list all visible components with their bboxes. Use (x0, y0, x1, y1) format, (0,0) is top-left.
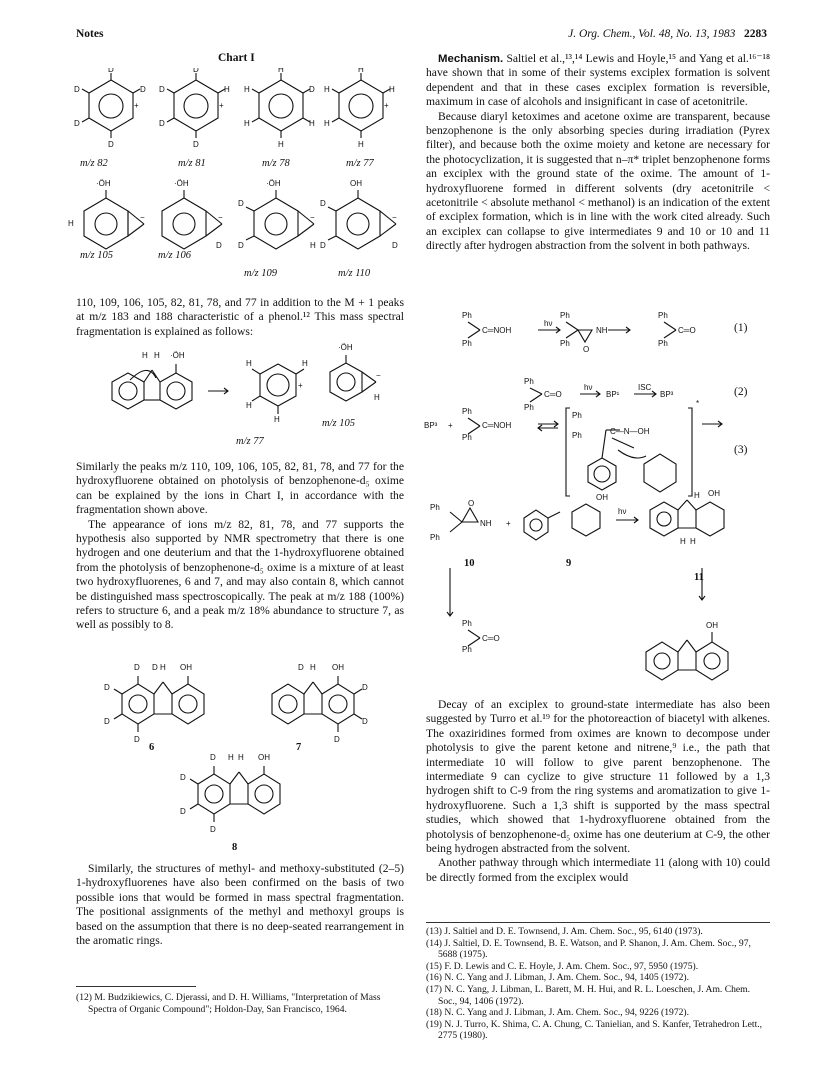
svg-text:H: H (246, 359, 252, 368)
svg-text:−: − (376, 371, 381, 380)
chart-title: Chart I (218, 52, 255, 64)
svg-text:D: D (104, 717, 110, 726)
svg-text:D: D (362, 683, 368, 692)
svg-text:D: D (320, 241, 326, 250)
right-paragraph-3: Decay of an exciplex to ground-state intermediate has also been suggested by Turro et al.¹⁹ for the photoreaction of biacetyl with alkenes. The oxaziridines formed from oximes are known to decompose under photolysis to give the parent ketone and nitrene,⁹ i.e., the path that intermediate 10 will follow to give parent benzophenone. The intermediate 9 can cyclize to give structure 11 followed by a 1,3 hydrogen shift to C-9 from the ring systems and aromatization to give 1-hydroxyfluorene. Such a 1,3 shift is supported by the mass spectral studies, which showed that 1-hydroxyfluorene obtained from the photolysis of benzophenone-d₅ oxime has one deuterium at C-9, the other being hydrogen abstracted from the solvent. (426, 698, 770, 856)
svg-text:OH: OH (708, 489, 720, 498)
svg-text:Ph: Ph (524, 377, 534, 386)
svg-text:Ph: Ph (430, 503, 440, 512)
svg-text:O: O (468, 499, 475, 508)
chart-label-mz78: m/z 78 (262, 158, 290, 169)
scheme-label-10: 10 (464, 558, 475, 569)
svg-text:H: H (389, 85, 395, 94)
svg-text:hν: hν (584, 383, 593, 392)
svg-text:H: H (224, 85, 230, 94)
svg-text:·ÖH: ·ÖH (170, 351, 185, 360)
svg-text:−: − (392, 213, 397, 222)
svg-text:C═O: C═O (678, 326, 696, 335)
svg-text:H: H (160, 663, 166, 672)
svg-text:D: D (159, 119, 165, 128)
equation-number-3: (3) (734, 444, 748, 456)
svg-text:H: H (244, 85, 250, 94)
svg-text:D: D (74, 85, 80, 94)
footnote-14: (14) J. Saltiel, D. E. Townsend, B. E. Watson, and P. Shanon, J. Am. Chem. Soc., 97, 5688 (1975). (426, 937, 751, 961)
svg-text:D: D (238, 241, 244, 250)
svg-text:Ph: Ph (462, 339, 472, 348)
chart-label-mz109: m/z 109 (244, 268, 277, 279)
svg-text:H: H (690, 537, 696, 546)
svg-text:hν: hν (544, 319, 553, 328)
svg-text:H: H (324, 119, 330, 128)
left-paragraph-2: Similarly the peaks m/z 110, 109, 106, 105, 82, 81, 78, and 77 for the hydroxyfluorene obtained on photolysis of benzophenone-d₅ oxime can be explained by the ions in Chart I, in accordance with the fragmentation shown above. (76, 460, 404, 517)
mechanism-heading: Mechanism. (438, 53, 504, 65)
equation-number-1: (1) (734, 322, 748, 334)
svg-text:Ph: Ph (462, 311, 472, 320)
left-paragraph-1: 110, 109, 106, 105, 82, 81, 78, and 77 in addition to the M + 1 peaks at m/z 183 and 188 characteristic of a phenol.¹² This mass spectral fragmentation is explained as follows: (76, 296, 404, 338)
svg-text:BP³: BP³ (660, 390, 674, 399)
svg-text:D: D (180, 773, 186, 782)
structure-label-7: 7 (296, 742, 302, 753)
footnotes-left (76, 992, 404, 1015)
footnote-19: (19) N. J. Turro, K. Shima, C. A. Chung, C. Tanielian, and S. Kanfer, Tetrahedron Lett., 2775 (1980). (426, 1018, 763, 1042)
svg-text:+: + (506, 519, 511, 528)
svg-text:H: H (680, 537, 686, 546)
svg-text:D: D (320, 199, 326, 208)
svg-text:H: H (278, 140, 284, 149)
svg-text:·ÖH: ·ÖH (174, 179, 189, 188)
svg-text:·ÖH: ·ÖH (266, 179, 281, 188)
svg-text:·ÖH: ·ÖH (96, 179, 111, 188)
svg-text:H: H (278, 68, 284, 74)
svg-text:Ph: Ph (430, 533, 440, 542)
svg-text:Ph: Ph (560, 311, 570, 320)
svg-text:*: * (696, 399, 700, 408)
structure-label-6: 6 (149, 742, 155, 753)
svg-text:D: D (238, 199, 244, 208)
svg-text:H: H (309, 119, 315, 128)
svg-text:NH: NH (480, 519, 492, 528)
svg-text:H: H (374, 393, 380, 402)
svg-text:H: H (154, 351, 160, 360)
svg-text:Ph: Ph (462, 619, 472, 628)
section-header: Notes (76, 28, 104, 40)
svg-text:H: H (694, 491, 700, 500)
svg-text:D: D (134, 663, 140, 672)
svg-text:−: − (218, 213, 223, 222)
svg-text:H: H (142, 351, 148, 360)
chart-label-mz77: m/z 77 (346, 158, 374, 169)
svg-text:D: D (108, 140, 114, 149)
journal-header (568, 28, 767, 40)
equation-number-2: (2) (734, 386, 748, 398)
svg-text:H: H (310, 663, 316, 672)
svg-text:OH: OH (596, 493, 608, 502)
right-paragraphs-top (426, 52, 770, 254)
svg-text:D: D (180, 807, 186, 816)
scheme-label-9: 9 (566, 558, 572, 569)
footnote-13: (13) J. Saltiel and D. E. Townsend, J. Am. Chem. Soc., 95, 6140 (1973). (426, 926, 703, 937)
svg-text:Ph: Ph (572, 431, 582, 440)
footnote-rule-right (426, 922, 770, 923)
svg-text:D: D (210, 753, 216, 762)
svg-text:+: + (219, 101, 224, 110)
svg-text:H: H (302, 359, 308, 368)
page-number: 2283 (744, 28, 767, 40)
svg-text:Ph: Ph (462, 407, 472, 416)
svg-text:D: D (134, 735, 140, 744)
frag-label-mz77: m/z 77 (236, 436, 264, 447)
footnotes-right (426, 926, 770, 1042)
chart-label-mz82: m/z 82 (80, 158, 108, 169)
chart-label-mz106: m/z 106 (158, 250, 191, 261)
chart-structures (66, 68, 406, 290)
svg-text:D: D (362, 717, 368, 726)
svg-text:Ph: Ph (658, 339, 668, 348)
frag-label-mz105: m/z 105 (322, 418, 355, 429)
svg-text:H: H (324, 85, 330, 94)
svg-text:D: D (309, 85, 315, 94)
svg-text:C═O: C═O (544, 390, 562, 399)
mechanism-scheme (420, 300, 750, 692)
svg-text:ISC: ISC (638, 383, 652, 392)
right-paragraph-2: Because diaryl ketoximes and acetone oxime are transparent, because benzophenone is the only absorbing species during irradiation (Pyrex filter), and because both the oxime moiety and ketone are necessary for the photocyclization, it is suggested that n–π* triplet benzophenone forms an exciplex with the ground state of the oxime. The amount of 1-hydroxyfluorene formed in different solvents (dry acetonitrile < acetonitrile < absolute methanol < methanol) is an indication of the extent of exciplex formation, which is in line with the work cited already. Such an exciplex can collapse to give intermediates 9 and 10 or 10 and 11 directly after hydrogen abstraction from the solvent in both pathways. (426, 109, 770, 253)
svg-text:OH: OH (706, 621, 718, 630)
svg-text:+: + (384, 101, 389, 110)
svg-text:D: D (298, 663, 304, 672)
svg-text:−: − (310, 213, 315, 222)
svg-text:Ph: Ph (462, 433, 472, 442)
svg-text:H: H (228, 753, 234, 762)
svg-text:D: D (193, 140, 199, 149)
svg-text:H: H (310, 241, 316, 250)
svg-text:BP³: BP³ (424, 421, 438, 430)
footnote-rule-left (76, 986, 196, 987)
svg-text:H: H (246, 401, 252, 410)
svg-text:OH: OH (332, 663, 344, 672)
left-paragraph-3: The appearance of ions m/z 82, 81, 78, and 77 supports the hypothesis also supported by NMR spectrometry that there is one hydrogen and one deuterium and that the 1-hydroxyfluorene obtained from the photolysis of benzophenone-d₅ oxime is a mixture of at least two hydroxyfluorenes, 6 and 7, and may also contain 8, which cannot be distinguished mass spectroscopically. The peak at m/z 188 (100%) refers to structure 6, and a peak m/z 18% abundance to structure 7, as well as possibly to 8. (76, 517, 404, 632)
svg-text:OH: OH (350, 179, 362, 188)
svg-text:D: D (392, 241, 398, 250)
svg-text:Ph: Ph (524, 403, 534, 412)
svg-text:Ph: Ph (572, 411, 582, 420)
svg-text:+: + (448, 421, 453, 430)
chart-label-mz105: m/z 105 (80, 250, 113, 261)
svg-text:OH: OH (258, 753, 270, 762)
right-paragraph-4: Another pathway through which intermediate 11 (along with 10) could be directly formed from the exciplex would (426, 856, 770, 884)
svg-text:D: D (152, 663, 158, 672)
mechanism-text: Saltiel et al.,¹³,¹⁴ Lewis and Hoyle,¹⁵ and Yang et al.¹⁶⁻¹⁸ have shown that in some of their systems exciplex formation is solvent dependent and that in these cases exciplex formation is reversible, maximum in case of alcohols and insignificant in case of acetonitrile. (426, 52, 770, 109)
svg-text:C═NOH: C═NOH (482, 421, 512, 430)
footnote-18: (18) N. C. Yang and J. Libman, J. Am. Chem. Soc., 94, 9226 (1972). (426, 1007, 690, 1019)
svg-text:Ph: Ph (658, 311, 668, 320)
svg-text:D: D (74, 119, 80, 128)
svg-text:H: H (274, 415, 280, 424)
svg-text:D: D (140, 85, 146, 94)
structure-label-8: 8 (232, 842, 238, 853)
footnote-16: (16) N. C. Yang and J. Libman, J. Am. Chem. Soc., 94, 1405 (1972). (426, 972, 690, 984)
svg-text:D: D (334, 735, 340, 744)
svg-text:H: H (68, 219, 74, 228)
svg-text:·ÖH: ·ÖH (338, 343, 353, 352)
footnote-15: (15) F. D. Lewis and C. E. Hoyle, J. Am. Chem. Soc., 97, 5950 (1975). (426, 960, 699, 972)
scheme-label-11: 11 (694, 572, 704, 583)
svg-text:C═NOH: C═NOH (482, 326, 512, 335)
footnote-12: (12) M. Budzikiewics, C. Djerassi, and D. H. Williams, "Interpretation of Mass Spectra of Organic Compound"; Holdon-Day, San Francisco, 1964. (76, 992, 381, 1015)
svg-text:D: D (159, 85, 165, 94)
svg-text:H: H (358, 68, 364, 74)
left-paragraph-4: Similarly, the structures of methyl- and methoxy-substituted (2–5) 1-hydroxyfluorenes have also been confirmed on the basis of two possible ions that would be formed in mass spectral fragmentation. The positional assignments of the methyl and methoxyl groups is based on the assumption that there is no deep-seated rearrangement in the aromatic rings. (76, 862, 404, 948)
svg-text:H: H (238, 753, 244, 762)
svg-text:Ph: Ph (560, 339, 570, 348)
svg-text:D: D (216, 241, 222, 250)
right-paragraphs-bottom (426, 698, 770, 885)
chart-label-mz81: m/z 81 (178, 158, 206, 169)
svg-text:H: H (358, 140, 364, 149)
journal-citation: J. Org. Chem., Vol. 48, No. 13, 1983 (568, 28, 736, 40)
chart-label-mz110: m/z 110 (338, 268, 371, 279)
footnote-17: (17) N. C. Yang, J. Libman, L. Barett, M. H. Hui, and R. L. Loeschen, J. Am. Chem. Soc., 94, 1406 (1972). (426, 983, 751, 1007)
hydroxyfluorene-structures (100, 654, 400, 850)
svg-text:Ph: Ph (462, 645, 472, 654)
svg-text:BP¹: BP¹ (606, 390, 620, 399)
svg-text:C—N—OH: C—N—OH (610, 427, 650, 436)
svg-text:D: D (193, 68, 199, 74)
svg-text:OH: OH (180, 663, 192, 672)
svg-text:C═O: C═O (482, 634, 500, 643)
svg-text:O: O (583, 345, 590, 354)
svg-text:+: + (298, 381, 303, 390)
svg-text:−: − (140, 213, 145, 222)
svg-text:hν: hν (618, 507, 627, 516)
svg-text:D: D (104, 683, 110, 692)
svg-text:D: D (108, 68, 114, 74)
svg-text:NH: NH (596, 326, 608, 335)
svg-text:+: + (134, 101, 139, 110)
svg-text:H: H (244, 119, 250, 128)
svg-text:D: D (210, 825, 216, 834)
left-paragraphs (76, 460, 404, 633)
